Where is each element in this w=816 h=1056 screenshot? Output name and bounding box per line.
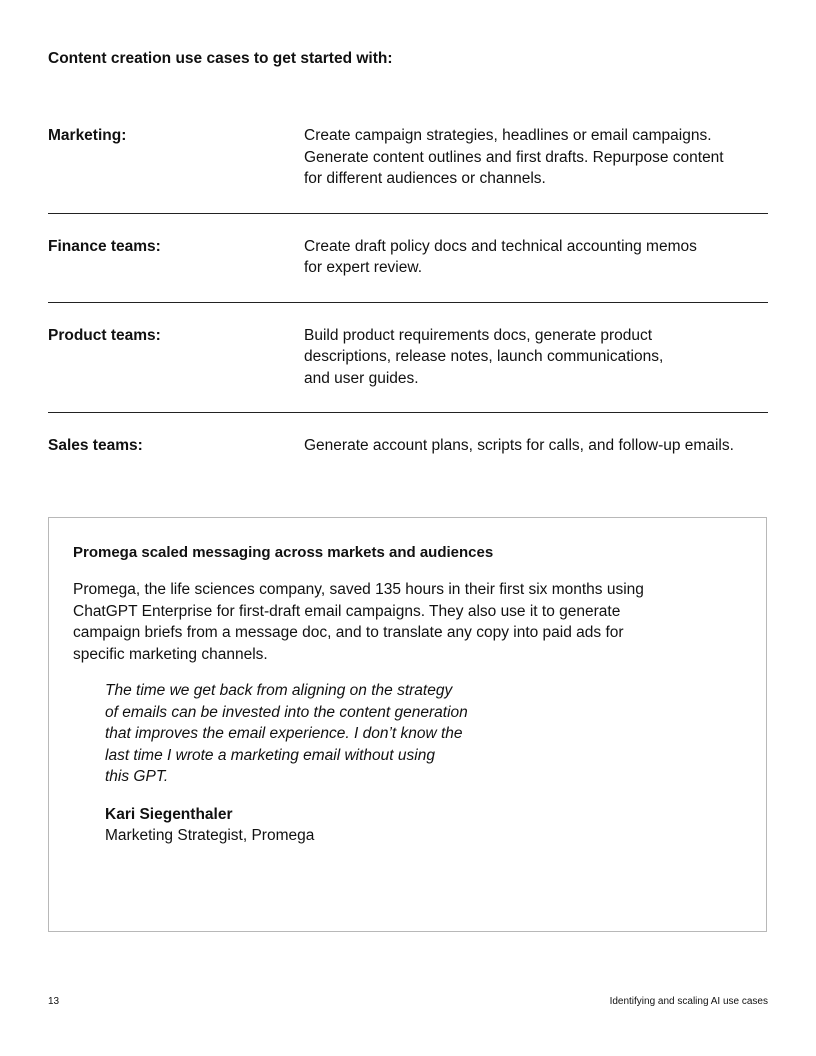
use-case-description: Build product requirements docs, generate product descriptions, release notes, launch communications, and user guides. [304,326,664,387]
case-study-body: Promega, the life sciences company, saved 135 hours in their first six months using ChatGPT Enterprise for first-draft email campaigns. They also use it to generate campaign briefs from a message doc, and to translate any copy into paid ads for specific marketing channels. [73,581,644,663]
footer-document-title: Identifying and scaling AI use cases [609,996,768,1007]
section-heading: Content creation use cases to get started with: [48,50,393,67]
use-case-label: Marketing: [48,127,127,144]
case-study-title: Promega scaled messaging across markets and audiences [73,544,494,561]
use-case-list [48,125,768,457]
use-case-label: Finance teams: [48,237,161,255]
use-case-description: Generate account plans, scripts for calls, and follow-up emails. [304,437,734,454]
use-case-row-sales [48,435,768,457]
use-case-row-marketing [48,125,768,214]
testimonial-quote [73,680,743,847]
use-case-description: Create campaign strategies, headlines or email campaigns. Generate content outlines and first drafts. Repurpose content for different audiences or channels. [304,127,724,187]
use-case-row-finance [48,236,768,303]
page-number: 13 [48,996,60,1007]
use-case-label: Sales teams: [48,437,143,454]
quote-author: Kari Siegenthaler [105,805,233,823]
use-case-description: Create draft policy docs and technical accounting memos for expert review. [304,237,697,276]
case-study-box [48,517,767,932]
quote-author-role: Marketing Strategist, Promega [105,827,315,844]
use-case-label: Product teams: [48,326,161,344]
quote-text: The time we get back from aligning on the strategy of emails can be invested into the content generation that improves the email experience. I don’t know the last time I wrote a marketing email without using this GPT. [105,682,468,785]
use-case-row-product [48,325,768,414]
